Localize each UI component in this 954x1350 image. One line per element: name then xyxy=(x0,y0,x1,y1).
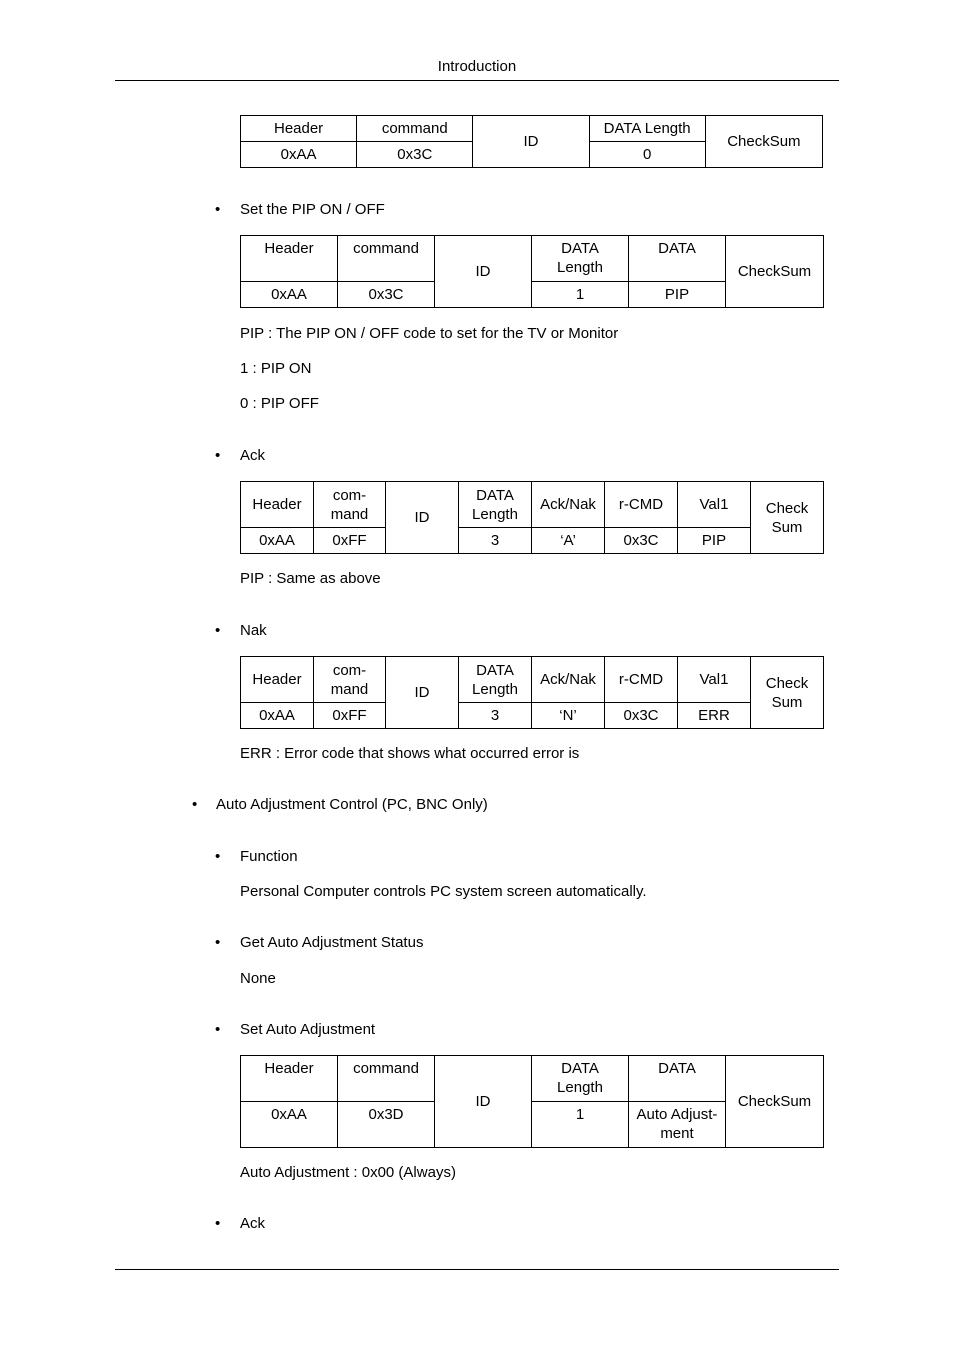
section-label: Ack xyxy=(240,447,266,464)
table-cell: 0xAA xyxy=(241,282,338,308)
body-text: Personal Computer controls PC system screen automatically. xyxy=(240,883,647,900)
table-cell: com- mand xyxy=(314,482,386,528)
table-cell: 0x3C xyxy=(357,142,473,168)
table-cell: ID xyxy=(386,482,459,554)
table-cell: 0xFF xyxy=(314,528,386,554)
table-cell: r-CMD xyxy=(605,482,678,528)
note-text: 1 : PIP ON xyxy=(240,360,312,377)
table-cell: DATA Length xyxy=(532,1056,629,1102)
set-auto-adjustment-table xyxy=(240,1055,824,1148)
body-text: None xyxy=(240,970,276,987)
table-cell: Ack/Nak xyxy=(532,657,605,703)
table-cell: ERR xyxy=(678,703,751,729)
table-cell: 0x3C xyxy=(605,528,678,554)
bullet: • xyxy=(215,201,221,218)
section-label: Set Auto Adjustment xyxy=(240,1021,376,1038)
section-label: Function xyxy=(240,848,298,865)
note-text: 0 : PIP OFF xyxy=(240,395,319,412)
table-cell: r-CMD xyxy=(605,657,678,703)
table-cell: ‘N’ xyxy=(532,703,605,729)
table-cell: 0xAA xyxy=(241,703,314,729)
table-cell: ID xyxy=(386,657,459,729)
table-cell: ‘A’ xyxy=(532,528,605,554)
table-cell: 0xFF xyxy=(314,703,386,729)
table-cell: Header xyxy=(241,482,314,528)
table-cell: 0xAA xyxy=(241,142,357,168)
table-cell: command xyxy=(357,116,473,142)
bullet: • xyxy=(215,1215,221,1232)
table-cell: DATA Length xyxy=(459,482,532,528)
bullet: • xyxy=(215,934,221,951)
section-label: Nak xyxy=(240,622,267,639)
table-cell: command xyxy=(338,236,435,282)
note-text: PIP : The PIP ON / OFF code to set for the TV or Monitor xyxy=(240,325,619,342)
nak-response-table xyxy=(240,656,824,729)
table-cell: Header xyxy=(241,116,357,142)
footer-rule xyxy=(115,1269,839,1270)
section-label: Set the PIP ON / OFF xyxy=(240,201,385,218)
table-cell: Ack/Nak xyxy=(532,482,605,528)
table-cell: Header xyxy=(241,1056,338,1102)
table-cell: Check Sum xyxy=(751,657,824,729)
table-cell: ID xyxy=(435,236,532,308)
set-pip-command-table xyxy=(240,235,824,308)
table-cell: 0x3D xyxy=(338,1102,435,1148)
table-cell: DATA Length xyxy=(589,116,705,142)
table-cell: PIP xyxy=(678,528,751,554)
table-cell: Header xyxy=(241,236,338,282)
note-text: ERR : Error code that shows what occurred error is xyxy=(240,745,580,762)
ack-response-table xyxy=(240,481,824,554)
table-cell: CheckSum xyxy=(726,1056,824,1148)
table-cell: com- mand xyxy=(314,657,386,703)
table-cell: Check Sum xyxy=(751,482,824,554)
table-cell: 0 xyxy=(589,142,705,168)
table-cell: 3 xyxy=(459,703,532,729)
table-cell: 0xAA xyxy=(241,528,314,554)
table-cell: command xyxy=(338,1056,435,1102)
table-cell: DATA xyxy=(629,1056,726,1102)
table-cell: 3 xyxy=(459,528,532,554)
table-cell: CheckSum xyxy=(726,236,824,308)
bullet: • xyxy=(192,796,198,813)
page-header-title: Introduction xyxy=(437,58,517,75)
table-cell: ID xyxy=(435,1056,532,1148)
header-rule xyxy=(115,80,839,81)
table-cell: 0x3C xyxy=(605,703,678,729)
table-cell: Val1 xyxy=(678,657,751,703)
table-cell: DATA Length xyxy=(459,657,532,703)
bullet: • xyxy=(215,622,221,639)
table-cell: DATA Length xyxy=(532,236,629,282)
get-pip-command-table xyxy=(240,115,823,168)
section-label: Ack xyxy=(240,1215,266,1232)
table-cell: PIP xyxy=(629,282,726,308)
table-cell: 0x3C xyxy=(338,282,435,308)
table-cell: DATA xyxy=(629,236,726,282)
note-text: PIP : Same as above xyxy=(240,570,381,587)
section-label: Get Auto Adjustment Status xyxy=(240,934,424,951)
note-text: Auto Adjustment : 0x00 (Always) xyxy=(240,1164,456,1181)
table-cell: Header xyxy=(241,657,314,703)
table-cell: CheckSum xyxy=(705,116,822,168)
table-cell: 1 xyxy=(532,282,629,308)
table-cell: Auto Adjust- ment xyxy=(629,1102,726,1148)
bullet: • xyxy=(215,1021,221,1038)
table-cell: 0xAA xyxy=(241,1102,338,1148)
table-cell: ID xyxy=(473,116,589,168)
table-cell: Val1 xyxy=(678,482,751,528)
table-cell: 1 xyxy=(532,1102,629,1148)
bullet: • xyxy=(215,848,221,865)
section-heading: Auto Adjustment Control (PC, BNC Only) xyxy=(216,796,488,813)
bullet: • xyxy=(215,447,221,464)
